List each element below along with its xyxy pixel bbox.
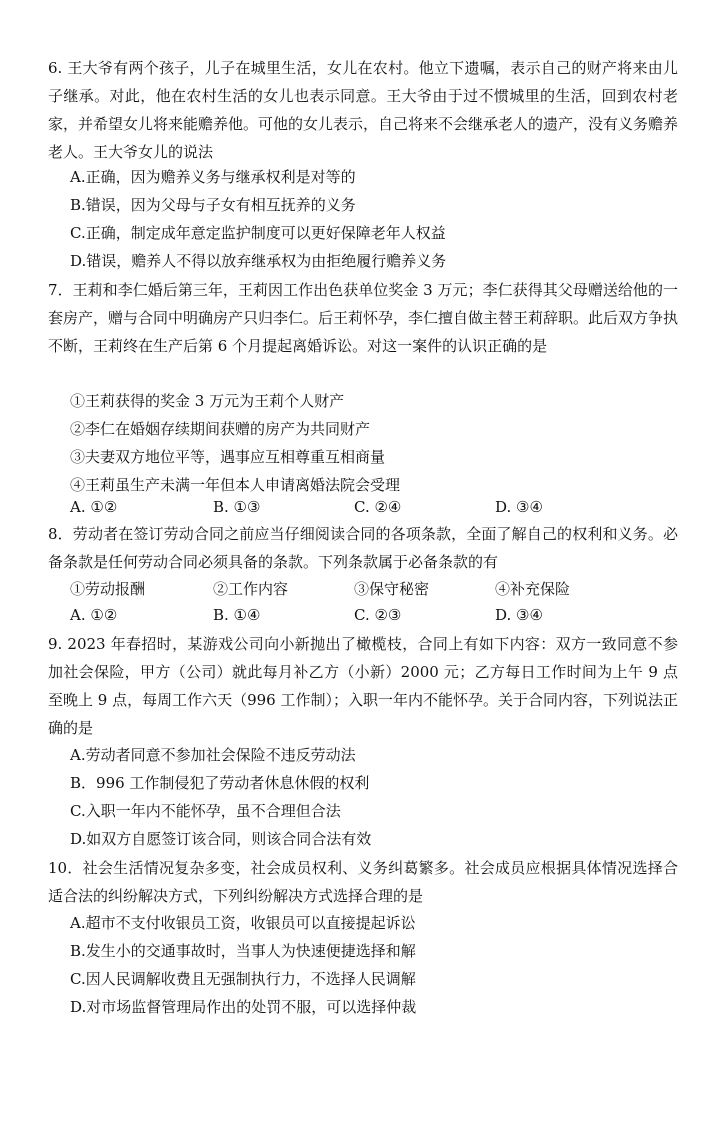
- question-8-stem: 8．劳动者在签订劳动合同之前应当仔细阅读合同的各项条款，全面了解自己的权利和义务。必备条款是任何劳动合同必须具备的条款。下列条款属于必备条款的有: [48, 525, 678, 571]
- question-6-option-a: A.正确，因为赡养义务与继承权利是对等的: [70, 168, 356, 186]
- question-7-statement-1: ①王莉获得的奖金 3 万元为王莉个人财产: [70, 392, 345, 410]
- question-7-stem: 7．王莉和李仁婚后第三年，王莉因工作出色获单位奖金 3 万元；李仁获得其父母赠送给他的一套房产，赠与合同中明确房产只归李仁。后王莉怀孕，李仁擅自做主替王莉辞职。此后双方争执不断，王莉终在生产后第 6 个月提起离婚诉讼。对这一案件的认识正确的是: [48, 281, 679, 355]
- question-9-option-a: A.劳动者同意不参加社会保险不违反劳动法: [70, 746, 356, 764]
- question-10-option-c: C.因人民调解收费且无强制执行力，不选择人民调解: [70, 970, 416, 988]
- question-7-choice-a: A. ①②: [70, 498, 118, 516]
- question-6-option-c: C.正确，制定成年意定监护制度可以更好保障老年人权益: [70, 224, 446, 242]
- question-9: [48, 630, 678, 742]
- question-8-choice-d: D. ③④: [495, 606, 543, 624]
- question-8-choice-c: C. ②③: [354, 606, 402, 624]
- question-8-choice-a: A. ①②: [70, 606, 118, 624]
- question-7: [48, 276, 678, 360]
- question-9-option-b: B．996 工作制侵犯了劳动者休息休假的权利: [70, 774, 370, 792]
- question-8-statement-4: ④补充保险: [495, 580, 571, 598]
- question-8: [48, 520, 678, 576]
- question-9-option-d: D.如双方自愿签订该合同，则该合同合法有效: [70, 830, 372, 848]
- question-7-choice-c: C. ②④: [354, 498, 402, 516]
- question-8-statement-1: ①劳动报酬: [70, 580, 146, 598]
- question-7-choice-d: D. ③④: [495, 498, 543, 516]
- question-9-option-c: C.入职一年内不能怀孕，虽不合理但合法: [70, 802, 341, 820]
- question-7-statement-3: ③夫妻双方地位平等，遇事应互相尊重互相商量: [70, 448, 386, 466]
- question-6-stem: 6. 王大爷有两个孩子，儿子在城里生活，女儿在农村。他立下遗嘱，表示自己的财产将来由儿子继承。对此，他在农村生活的女儿也表示同意。王大爷由于过不惯城里的生活，回到农村老家，并希望女儿将来能赡养他。可他的女儿表示，自己将来不会继承老人的遗产，没有义务赡养老人。王大爷女儿的说法: [48, 59, 679, 161]
- question-10-option-a: A.超市不支付收银员工资，收银员可以直接提起诉讼: [70, 914, 416, 932]
- question-10: [48, 854, 678, 910]
- question-8-statement-2: ②工作内容: [213, 580, 289, 598]
- question-7-choice-b: B. ①③: [213, 498, 261, 516]
- question-6: [48, 54, 678, 166]
- question-8-statement-3: ③保守秘密: [354, 580, 430, 598]
- question-6-option-b: B.错误，因为父母与子女有相互抚养的义务: [70, 196, 356, 214]
- question-7-statement-4: ④王莉虽生产未满一年但本人申请离婚法院会受理: [70, 476, 401, 494]
- question-10-option-b: B.发生小的交通事故时，当事人为快速便捷选择和解: [70, 942, 416, 960]
- question-10-stem: 10．社会生活情况复杂多变，社会成员权利、义务纠葛繁多。社会成员应根据具体情况选择合适合法的纠纷解决方式，下列纠纷解决方式选择合理的是: [48, 859, 678, 905]
- question-6-option-d: D.错误，赡养人不得以放弃继承权为由拒绝履行赡养义务: [70, 252, 447, 270]
- question-7-statement-2: ②李仁在婚姻存续期间获赠的房产为共同财产: [70, 420, 371, 438]
- question-10-option-d: D.对市场监督管理局作出的处罚不服，可以选择仲裁: [70, 998, 417, 1016]
- question-8-choice-b: B. ①④: [213, 606, 261, 624]
- question-9-stem: 9. 2023 年春招时，某游戏公司向小新抛出了橄榄枝，合同上有如下内容：双方一致同意不参加社会保险，甲方（公司）就此每月补乙方（小新）2000 元；乙方每日工作时间为上午 9 点至晚上 9 点，每周工作六天（996 工作制）；入职一年内不能怀孕。关于合同内容，下列说法正确的是: [48, 635, 678, 737]
